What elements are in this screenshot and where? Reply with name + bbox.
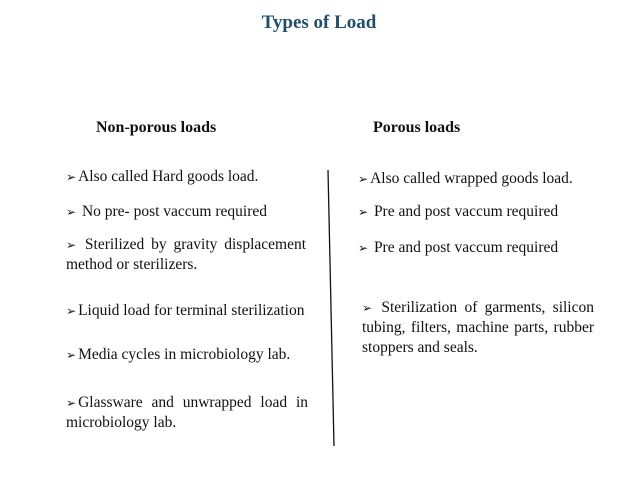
arrowhead-check-icon: ➢ [66,170,77,184]
list-item: ➢ Sterilization of garments, silicon tubing, filters, machine parts, rubber stoppers and seals. [362,299,594,356]
arrowhead-check-icon: ➢ [362,301,373,315]
list-item: ➢ No pre- post vaccum required [66,203,268,220]
list-item: ➢ Sterilized by gravity displacement method or sterilizers. [66,236,307,273]
list-item: ➢ Glassware and unwrapped load in microbiology lab. [66,394,308,431]
arrowhead-check-icon: ➢ [358,205,369,219]
arrowhead-check-icon: ➢ [66,304,77,318]
arrowhead-check-icon: ➢ [66,348,77,362]
arrowhead-check-icon: ➢ [66,396,77,410]
list-item: ➢ Liquid load for terminal sterilization [66,302,305,319]
porous-heading: Porous loads [373,119,461,136]
list-item: ➢ Pre and post vaccum required [358,239,559,256]
non-porous-heading: Non-porous loads [96,119,217,136]
arrowhead-check-icon: ➢ [358,172,369,186]
list-item: ➢ Also called wrapped goods load. [358,170,573,187]
arrowhead-check-icon: ➢ [358,241,369,255]
arrowhead-check-icon: ➢ [66,205,77,219]
list-item: ➢ Also called Hard goods load. [66,168,259,185]
slide-title: Types of Load [261,12,377,33]
arrowhead-check-icon: ➢ [66,238,77,252]
list-item: ➢ Pre and post vaccum required [358,203,559,220]
list-item: ➢ Media cycles in microbiology lab. [66,346,291,363]
